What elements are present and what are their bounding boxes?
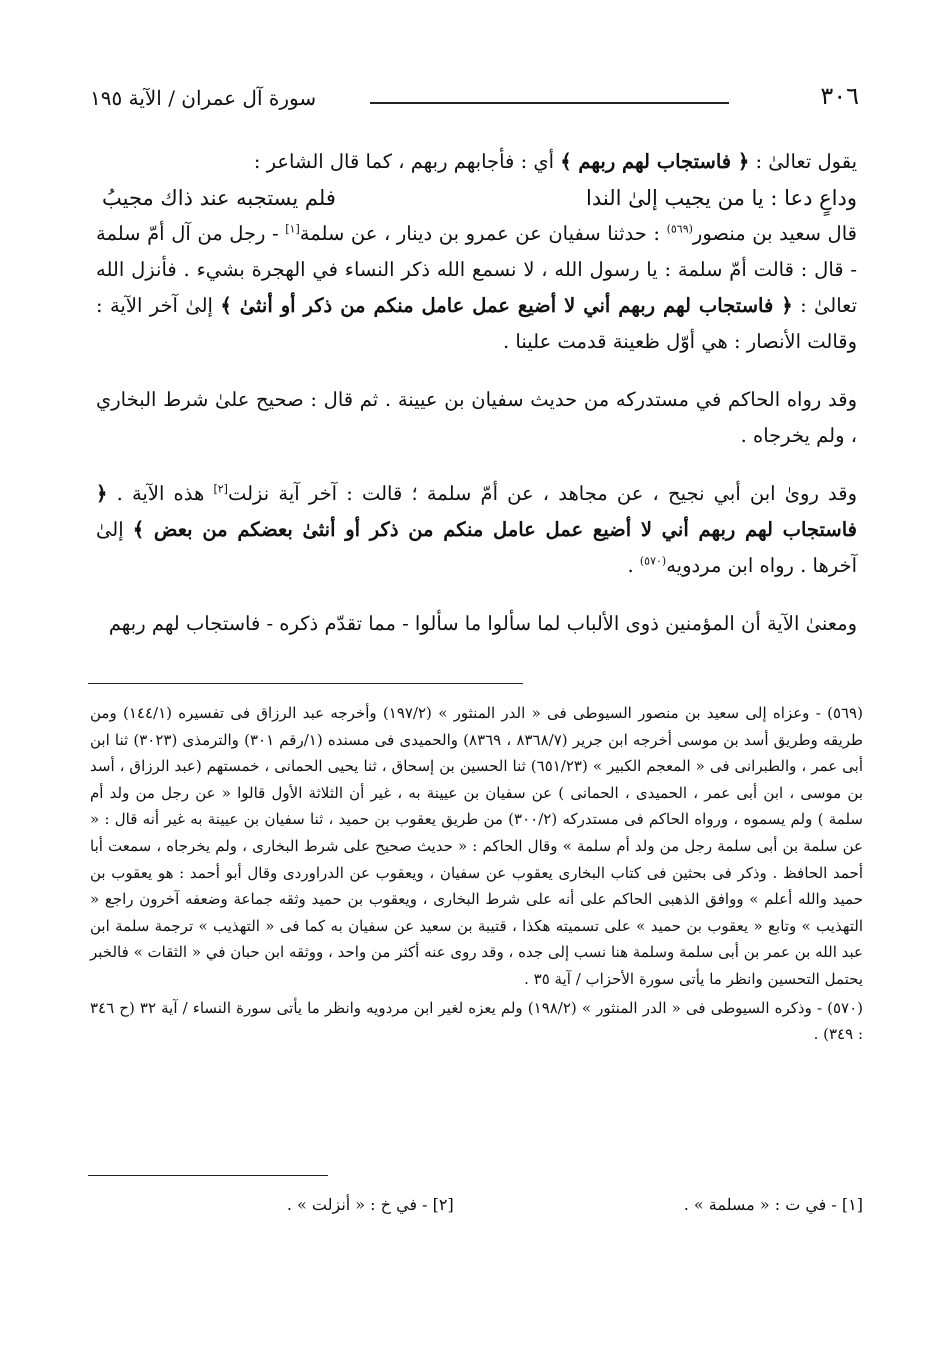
paragraph-2: قال سعيد بن منصور$^{(٥٦٩)}$ : حدثنا سفيان عن عمرو بن دينار ، عن سلمة[١] - رجل من آل أمّ سلمة - قال : قالت أمّ سلمة : يا رسول الله ، لا نسمع الله ذكر النساء في الهجرة بشيء . فأنزل الله تعالىٰ : ﴿ فاستجاب لهم ربهم أني لا أضيع عمل عامل منكم من ذكر أو أنثىٰ ﴾ إلىٰ آخر الآية : وقالت الأنصار : هي أوّل ظعينة قدمت علينا . — [96, 222, 857, 353]
manuscript-variants — [90, 1195, 863, 1214]
page-number: ٣٠٦ — [820, 82, 859, 110]
footnote-text: وعزاه إلى سعيد بن منصور السيوطى فى « الدر المنثور » (١٩٧/٢) وأخرجه عبد الرزاق فى تفسيره (١٤٤/١) ومن طريقه وطريق أسد بن موسى أخرجه ابن جرير (٨٣٦٨/٧ ، ٨٣٦٩) والحميدى فى مسنده (١/رقم ٣٠١) والترمذى (٣٠٢٣) ثنا ابن أبى عمر ، والطبرانى فى « المعجم الكبير » (٦٥١/٢٣) ثنا الحسين بن إسحاق ، ثنا يحيى الحمانى ، خمستهم (عبد الرزاق ، أسد بن موسى ، ابن أبى عمر ، الحميدى ، الحمانى ) عن سفيان بن عيينة به ، غير أن الثلاثة الأول قالوا « عن رجل من ولد أم سلمة ) ولم يسموه ، ورواه الحاكم فى مستدركه (٣٠٠/٢) من طريق يعقوب بن حميد ، ثنا سفيان بن عيينة به غير أنه قال : « عن سلمة بن أبى سلمة رجل من ولد أم سلمة » وقال الحاكم : « حديث صحيح على شرط البخارى ، ولم يخرجاه ، سمعت أبا أحمد الحافظ . وذكر فى بحثين فى كتاب البخارى يعقوب عن سفيان ، ويعقوب عن الدراوردى وقال أبو أحمد : هو يعقوب بن حميد والله أعلم » ووافق الذهبى الحاكم على أنه على شرط البخارى ، ويعقوب بن حميد وثقه جماعة وضعفه آخرون راجع « التهذيب » وتابع « يعقوب بن حميد » على تسميته هكذا ، قتيبة بن سعيد عن سفيان به كما فى « التهذيب » ترجمة سلمة ابن عبد الله بن عمر بن أبى سلمة وسلمة هنا نسب إلى جده ، وقد روى عنه أكثر من واحد ، ووثقه ابن حبان في « الثقات » فالخبر يحتمل التحسين وانظر ما يأتى سورة الأحزاب / آية ٣٥ . — [90, 704, 863, 988]
variant-separator — [88, 1175, 328, 1176]
poem-hemistich-2: فلم يستجبه عند ذاك مجيبُ — [102, 186, 336, 210]
footnote-ref[interactable]: (٥٦٩) — [666, 222, 693, 236]
paragraph-1: يقول تعالىٰ : ﴿ فاستجاب لهم ربهم ﴾ أي : فأجابهم ربهم ، كما قال الشاعر : — [253, 150, 857, 173]
paragraph-4: وقد روىٰ ابن أبي نجيح ، عن مجاهد ، عن أمّ سلمة ؛ قالت : آخر آية نزلت[٢] هذه الآية . ﴿ فاستجاب لهم ربهم أني لا أضيع عمل عامل منكم من ذكر أو أنثىٰ بعضكم من بعض ﴾ إلىٰ آخرها . رواه ابن مردويه$^{(٥٧٠)}$ . — [96, 482, 858, 577]
variant-2 — [287, 1195, 454, 1214]
variant-text: في ت : « مسلمة » . — [683, 1195, 827, 1214]
footnote-text: وذكره السيوطى فى « الدر المنثور » (١٩٨/٢) ولم يعزه لغير ابن مردويه وانظر ما يأتى سورة النساء / آية ٣٢ (ح ٣٤٦ : ٣٤٩) . — [90, 998, 863, 1044]
footnotes — [90, 700, 863, 1050]
variant-ref[interactable]: [١] — [285, 222, 300, 236]
variant-text: في خ : « أنزلت » . — [286, 1195, 418, 1214]
main-text — [96, 144, 857, 642]
footnote-separator — [88, 683, 523, 684]
footnote-570 — [90, 995, 863, 1048]
paragraph-5: ومعنىٰ الآية أن المؤمنين ذوى الألباب لما سألوا ما سألوا - مما تقدّم ذكره - فاستجاب لهم ربهم — [108, 612, 857, 635]
paragraph-3: وقد رواه الحاكم في مستدركه من حديث سفيان بن عيينة . ثم قال : صحيح علىٰ شرط البخاري ، ولم يخرجاه . — [96, 388, 857, 447]
footnote-569 — [90, 700, 863, 993]
quran-verse: ﴿ فاستجاب لهم ربهم أني لا أضيع عمل عامل منكم من ذكر أو أنثىٰ ﴾ — [220, 294, 793, 317]
variant-number: [٢] - — [422, 1195, 454, 1214]
footnote-number: (٥٦٩) - — [815, 704, 863, 722]
quran-verse: ﴿ فاستجاب لهم ربهم أني لا أضيع عمل عامل منكم من ذكر أو أنثىٰ بعضكم من بعض ﴾ — [96, 482, 858, 541]
variant-number: [١] - — [831, 1195, 863, 1214]
header-rule — [370, 102, 729, 104]
footnote-number: (٥٧٠) - — [816, 998, 863, 1017]
variant-ref[interactable]: [٢] — [213, 482, 228, 496]
variant-1 — [684, 1195, 863, 1214]
poem-verse — [96, 180, 857, 216]
footnote-ref[interactable]: (٥٧٠) — [639, 554, 667, 568]
quran-verse: ﴿ فاستجاب لهم ربهم ﴾ — [560, 150, 750, 173]
running-title: سورة آل عمران / الآية ١٩٥ — [90, 86, 317, 110]
page-header — [90, 82, 859, 122]
poem-hemistich-1: وداعٍ دعا : يا من يجيب إلىٰ الندا — [586, 186, 857, 210]
